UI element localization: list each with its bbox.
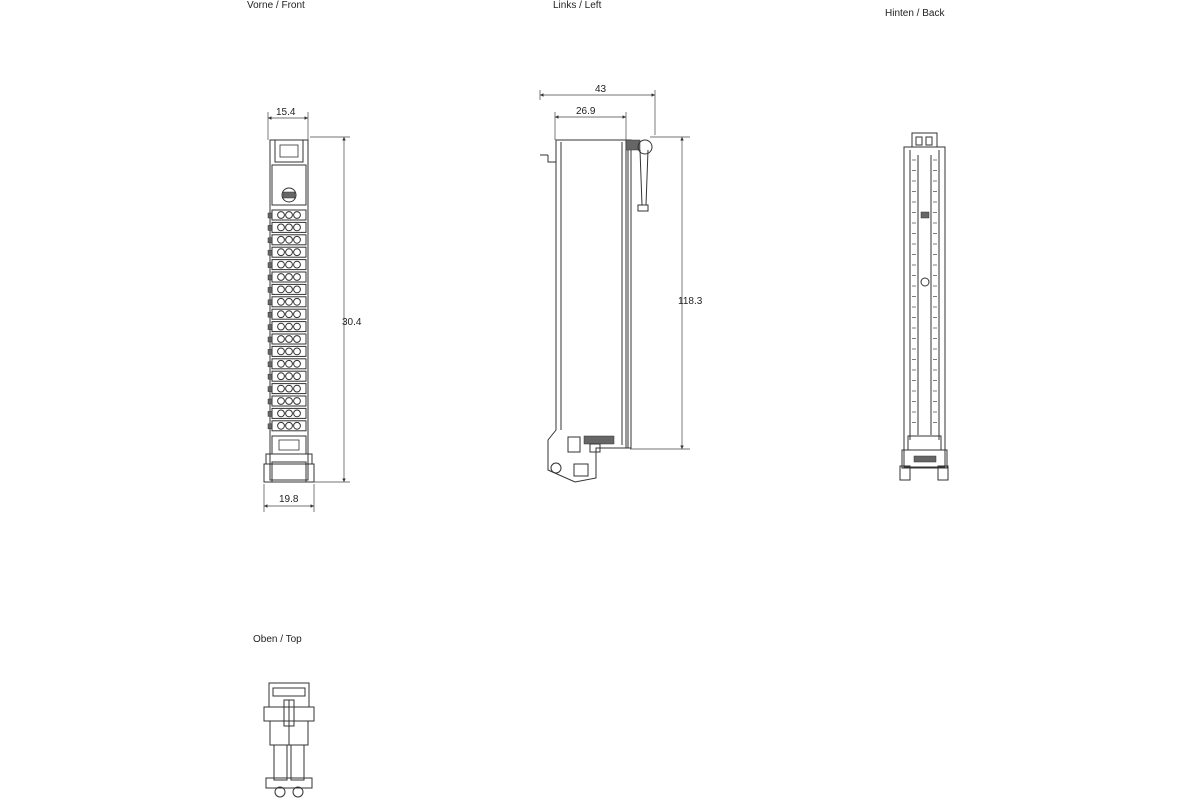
terminal-row [268,421,306,431]
terminal-row [268,272,306,282]
view-label-front: Vorne / Front [247,0,305,11]
front-terminal-rows [268,210,306,431]
dim-front-top-width: 15.4 [276,107,296,118]
back-view [900,133,948,480]
terminal-row [268,408,306,418]
back-slots [912,160,937,423]
terminal-row [268,346,306,356]
terminal-row [268,210,306,220]
terminal-row [268,309,306,319]
dim-left-total-depth: 43 [595,84,607,95]
terminal-row [268,384,306,394]
terminal-row [268,371,306,381]
dim-front-height: 30.4 [342,317,362,328]
terminal-row [268,396,306,406]
dim-front-bottom-width: 19.8 [279,494,299,505]
view-label-top: Oben / Top [253,634,302,645]
terminal-row [268,322,306,332]
left-view [540,84,703,482]
front-view [264,107,362,512]
dim-left-inner-depth: 26.9 [576,106,596,117]
terminal-row [268,359,306,369]
terminal-row [268,284,306,294]
top-view [264,683,314,797]
terminal-row [268,235,306,245]
terminal-row [268,222,306,232]
dim-left-height: 118.3 [678,296,703,307]
view-label-left: Links / Left [553,0,602,11]
terminal-row [268,297,306,307]
terminal-row [268,334,306,344]
view-label-back: Hinten / Back [885,8,945,19]
terminal-row [268,247,306,257]
terminal-row [268,260,306,270]
